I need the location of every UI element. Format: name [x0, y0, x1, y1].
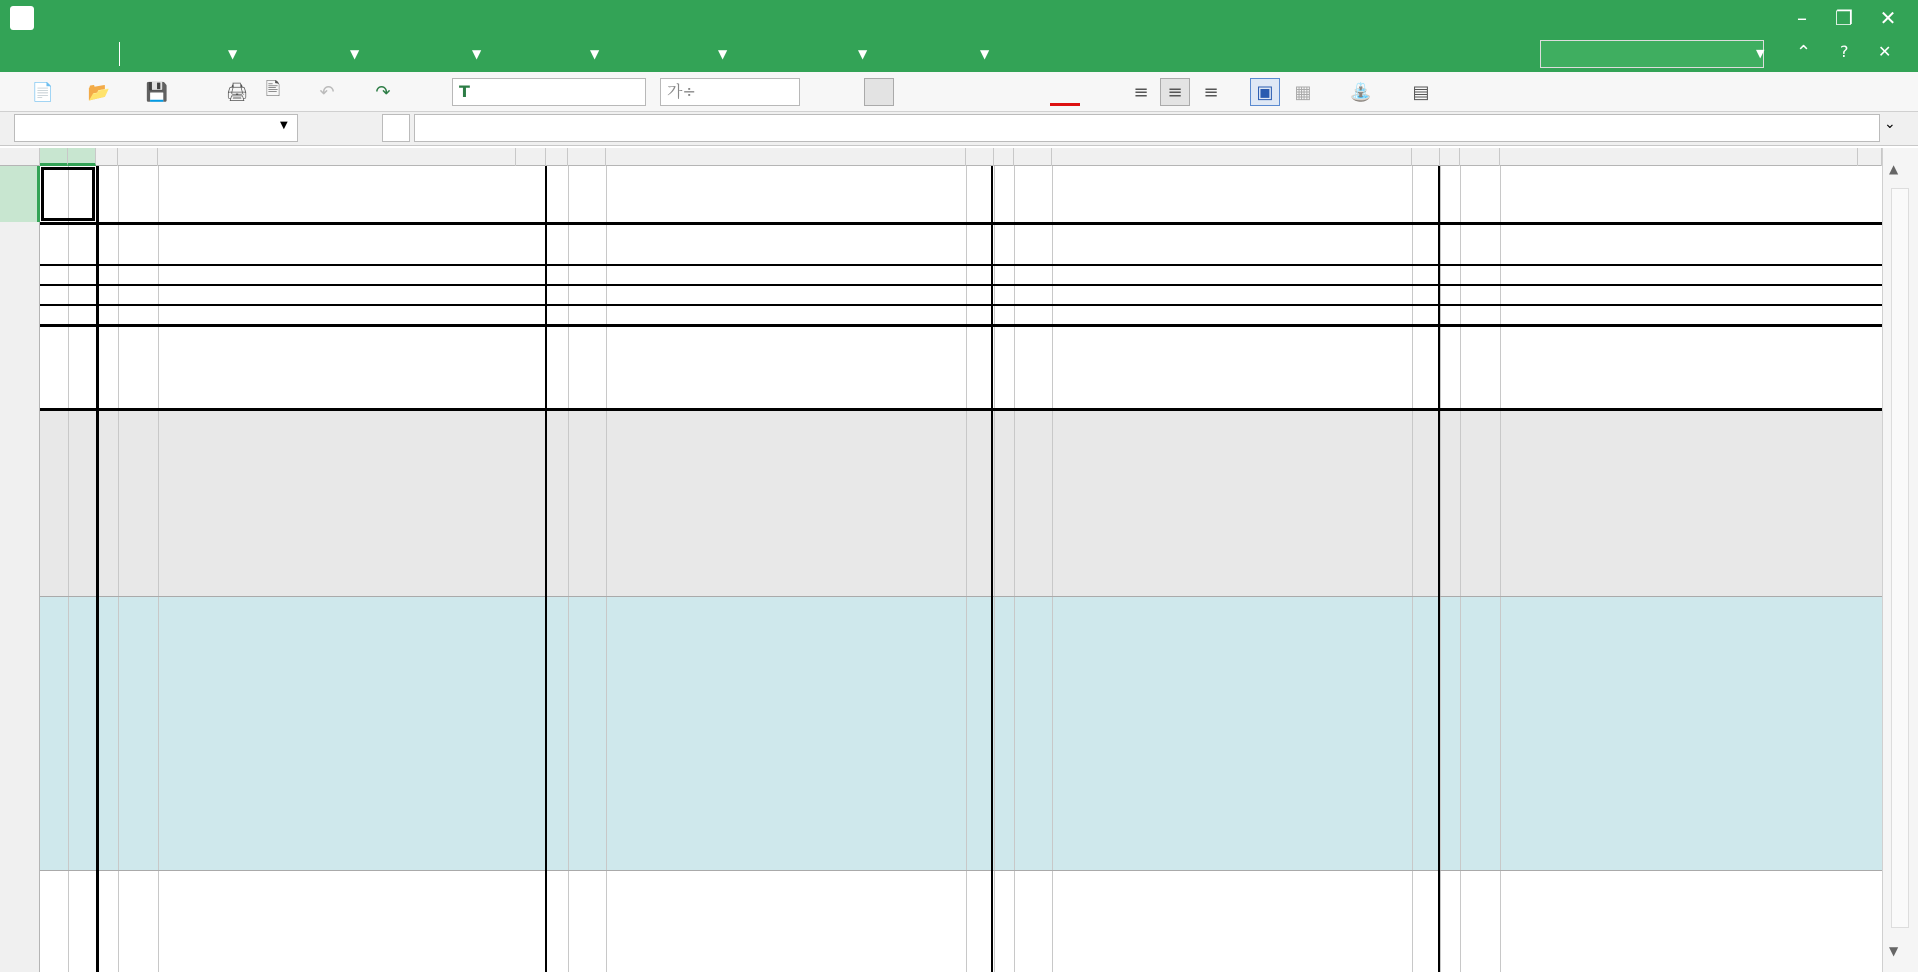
- name-box[interactable]: [14, 114, 298, 142]
- label-office[interactable]: [40, 286, 96, 304]
- row-band-week-1: [40, 408, 1882, 596]
- col-header[interactable]: [568, 148, 606, 166]
- search-input[interactable]: [1540, 40, 1764, 68]
- col-header[interactable]: [118, 148, 158, 166]
- scroll-up-icon[interactable]: ▲: [1889, 162, 1899, 176]
- col-header[interactable]: [966, 148, 994, 166]
- menu-dropdown-icon[interactable]: ▼: [350, 47, 360, 61]
- row-header-cell[interactable]: [0, 324, 40, 408]
- fill-color-icon[interactable]: ⛲: [1349, 81, 1373, 103]
- col-header[interactable]: [1014, 148, 1052, 166]
- formula-bar: [0, 112, 1918, 146]
- help-icon[interactable]: ?: [1840, 42, 1849, 61]
- scroll-down-icon[interactable]: ▼: [1889, 944, 1899, 958]
- course-header[interactable]: [548, 166, 990, 222]
- row-header-cell[interactable]: [0, 432, 40, 596]
- spreadsheet-grid[interactable]: [40, 166, 1882, 972]
- font-color-button[interactable]: [1050, 78, 1080, 106]
- font-size-icon: 가÷: [667, 82, 696, 101]
- col-header[interactable]: [1858, 148, 1882, 166]
- merge-cells-icon[interactable]: ▦: [1294, 81, 1312, 103]
- menu-dropdown-icon[interactable]: ▼: [718, 47, 728, 61]
- course-header[interactable]: [1440, 166, 1882, 222]
- col-header[interactable]: [96, 148, 118, 166]
- row-header-cell[interactable]: [0, 284, 40, 304]
- col-header[interactable]: [1440, 148, 1460, 166]
- office-value[interactable]: [102, 286, 542, 304]
- print-icon[interactable]: 🖨: [225, 81, 249, 103]
- menu-dropdown-icon[interactable]: ▼: [590, 47, 600, 61]
- row-header-cell[interactable]: [0, 894, 40, 972]
- raum-value[interactable]: [102, 306, 542, 324]
- selected-cell-kurs[interactable]: [41, 167, 95, 221]
- row-header-cell[interactable]: [0, 620, 40, 870]
- function-icon[interactable]: [382, 114, 410, 142]
- title-bar: [0, 0, 1918, 36]
- formula-input[interactable]: [414, 114, 1880, 142]
- italic-button[interactable]: [898, 78, 928, 106]
- menu-dropdown-icon[interactable]: ▼: [980, 47, 990, 61]
- col-header[interactable]: [1460, 148, 1500, 166]
- redo-icon[interactable]: ↷: [375, 81, 391, 103]
- course-header[interactable]: [994, 166, 1436, 222]
- label-p[interactable]: [68, 326, 96, 408]
- label-raum[interactable]: [40, 306, 96, 324]
- email-link[interactable]: [102, 266, 542, 284]
- label-kontakt[interactable]: [40, 266, 96, 284]
- align-center-icon[interactable]: ≡: [1160, 78, 1190, 106]
- col-header[interactable]: [40, 148, 68, 166]
- save-icon[interactable]: 💾: [145, 81, 169, 103]
- row-header-cell[interactable]: [0, 870, 40, 894]
- row-header-cell[interactable]: [0, 304, 40, 324]
- col-header[interactable]: [1500, 148, 1858, 166]
- borders-icon[interactable]: ▤: [1412, 81, 1430, 103]
- minimize-button[interactable]: –: [1797, 6, 1807, 30]
- col-header[interactable]: [1412, 148, 1440, 166]
- col-header[interactable]: [516, 148, 546, 166]
- col-header[interactable]: [158, 148, 516, 166]
- label-w[interactable]: [40, 326, 68, 408]
- close-button[interactable]: ✕: [1879, 6, 1897, 30]
- col-header[interactable]: [606, 148, 966, 166]
- name-box-dropdown-icon[interactable]: ▼: [280, 120, 288, 131]
- column-header: [0, 148, 1882, 166]
- bold-button[interactable]: [864, 78, 894, 106]
- col-header[interactable]: [994, 148, 1014, 166]
- label-dozent[interactable]: [40, 224, 96, 264]
- strikethrough-button[interactable]: [994, 78, 1024, 106]
- menu-separator: [119, 42, 120, 66]
- literature-cell[interactable]: [548, 328, 988, 408]
- col-header[interactable]: [546, 148, 568, 166]
- col-header[interactable]: [68, 148, 96, 166]
- scroll-thumb[interactable]: [1891, 188, 1909, 928]
- row-header-cell[interactable]: [0, 408, 40, 432]
- print-preview-icon[interactable]: 🖹: [265, 79, 281, 100]
- font-size-select[interactable]: [660, 78, 800, 106]
- restore-button[interactable]: ❐: [1835, 6, 1853, 30]
- select-all-corner[interactable]: [0, 148, 40, 166]
- menu-dropdown-icon[interactable]: ▼: [858, 47, 868, 61]
- close-document-icon[interactable]: ✕: [1878, 42, 1892, 61]
- row-header-cell[interactable]: [0, 264, 40, 284]
- open-folder-icon[interactable]: 📂: [87, 81, 111, 103]
- dozent-value[interactable]: [102, 226, 542, 264]
- collapse-ribbon-icon[interactable]: ⌃: [1796, 42, 1812, 63]
- row-header-cell[interactable]: [0, 596, 40, 620]
- col-header[interactable]: [1052, 148, 1412, 166]
- align-right-icon[interactable]: ≡: [1203, 81, 1219, 103]
- row-band-week-2: [40, 596, 1882, 870]
- row-header: [0, 166, 40, 972]
- toolbar: [0, 72, 1918, 112]
- course-header[interactable]: [100, 166, 544, 222]
- align-left-icon[interactable]: ≡: [1133, 81, 1149, 103]
- undo-icon[interactable]: ↶: [319, 81, 335, 103]
- menu-dropdown-icon[interactable]: ▼: [228, 47, 238, 61]
- row-header-cell[interactable]: [0, 166, 40, 222]
- expand-formula-icon[interactable]: ⌄: [1884, 116, 1896, 132]
- wrap-text-icon[interactable]: ▣: [1250, 78, 1280, 106]
- menu-dropdown-icon[interactable]: ▼: [472, 47, 482, 61]
- menu-bar: [0, 36, 1918, 72]
- underline-button[interactable]: [934, 78, 964, 106]
- search-dropdown-icon[interactable]: ▼: [1756, 47, 1765, 60]
- new-document-icon[interactable]: 📄: [31, 81, 55, 103]
- vertical-scrollbar[interactable]: [1882, 148, 1918, 972]
- font-family-select[interactable]: [452, 78, 646, 106]
- row-header-cell[interactable]: [0, 222, 40, 264]
- font-icon: T: [459, 82, 470, 101]
- window-title: [0, 0, 1918, 36]
